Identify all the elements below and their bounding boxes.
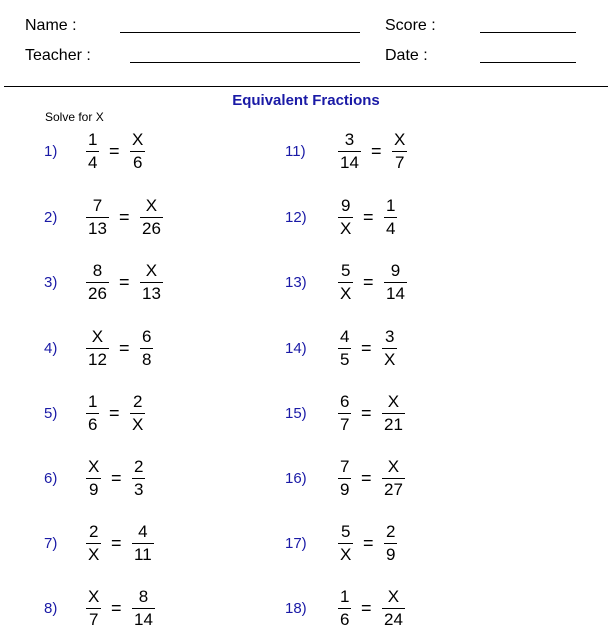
fraction-bar — [130, 151, 145, 152]
right-numerator: 2 — [134, 457, 144, 476]
left-denominator: 26 — [88, 284, 107, 303]
score-label: Score : — [385, 17, 436, 34]
left-fraction — [86, 587, 101, 630]
worksheet-title: Equivalent Fractions — [232, 92, 380, 109]
equals-sign: = — [119, 207, 130, 227]
right-denominator: 9 — [386, 545, 396, 564]
problem-number: 18) — [285, 600, 307, 617]
left-fraction — [338, 261, 353, 304]
problem-number: 13) — [285, 274, 307, 291]
left-numerator: 9 — [340, 196, 351, 215]
problem-item — [285, 327, 445, 373]
problem-item — [285, 196, 445, 242]
right-numerator: 6 — [142, 327, 152, 346]
right-fraction — [384, 261, 407, 304]
fraction-bar — [338, 413, 351, 414]
right-numerator: X — [387, 457, 400, 476]
fraction-bar — [86, 151, 99, 152]
right-fraction — [140, 261, 163, 304]
left-denominator: 9 — [340, 480, 350, 499]
fraction-bar — [338, 543, 353, 544]
left-fraction — [86, 130, 99, 173]
left-fraction — [338, 457, 351, 500]
left-denominator: X — [340, 545, 352, 564]
left-numerator: 8 — [92, 261, 103, 280]
right-fraction — [382, 392, 405, 435]
problem-item — [285, 261, 445, 307]
fraction-bar — [338, 348, 351, 349]
right-denominator: 7 — [394, 153, 405, 172]
right-fraction — [140, 327, 153, 370]
problem-item — [44, 392, 204, 438]
right-fraction — [130, 392, 145, 435]
right-numerator: 1 — [386, 196, 396, 215]
problem-item — [285, 392, 445, 438]
left-fraction — [86, 522, 101, 565]
left-numerator: 3 — [344, 130, 355, 149]
instruction-text: Solve for X — [45, 110, 104, 124]
problem-item — [44, 327, 204, 373]
name-label: Name : — [25, 17, 77, 34]
fraction-bar — [132, 608, 155, 609]
right-denominator: 26 — [142, 219, 161, 238]
problem-item — [285, 587, 445, 633]
left-denominator: X — [340, 284, 352, 303]
equals-sign: = — [363, 207, 374, 227]
left-denominator: 7 — [88, 610, 99, 629]
problem-number: 2) — [44, 209, 58, 226]
right-numerator: X — [145, 196, 158, 215]
left-numerator: 1 — [88, 130, 98, 149]
fraction-bar — [382, 608, 405, 609]
left-numerator: 1 — [340, 587, 350, 606]
right-denominator: 27 — [384, 480, 403, 499]
problem-number: 1) — [44, 143, 58, 160]
fraction-bar — [392, 151, 407, 152]
fraction-bar — [86, 608, 101, 609]
left-numerator: 1 — [88, 392, 98, 411]
fraction-bar — [382, 348, 397, 349]
date-blank-line[interactable] — [480, 62, 576, 63]
left-numerator: X — [91, 327, 104, 346]
equals-sign: = — [119, 338, 130, 358]
left-fraction — [86, 196, 109, 239]
fraction-bar — [382, 478, 405, 479]
equals-sign: = — [109, 141, 120, 161]
right-numerator: X — [132, 130, 144, 149]
fraction-bar — [86, 348, 109, 349]
right-denominator: 24 — [384, 610, 403, 629]
fraction-bar — [86, 478, 101, 479]
problem-item — [44, 130, 204, 176]
left-denominator: 6 — [88, 415, 98, 434]
left-fraction — [338, 130, 361, 173]
left-fraction — [86, 392, 99, 435]
equals-sign: = — [363, 272, 374, 292]
left-fraction — [86, 327, 109, 370]
right-denominator: 21 — [384, 415, 403, 434]
problem-number: 8) — [44, 600, 58, 617]
equals-sign: = — [109, 403, 120, 423]
problem-number: 5) — [44, 405, 58, 422]
equals-sign: = — [361, 403, 372, 423]
left-fraction — [86, 457, 101, 500]
problem-number: 6) — [44, 470, 58, 487]
equals-sign: = — [111, 468, 122, 488]
equals-sign: = — [111, 533, 122, 553]
fraction-bar — [338, 608, 351, 609]
left-numerator: X — [88, 587, 100, 606]
right-fraction — [392, 130, 407, 173]
fraction-bar — [338, 217, 353, 218]
fraction-bar — [86, 282, 109, 283]
fraction-bar — [86, 217, 109, 218]
problem-item — [44, 457, 204, 503]
left-denominator: X — [88, 545, 100, 564]
right-denominator: 13 — [142, 284, 161, 303]
left-numerator: 7 — [340, 457, 350, 476]
fraction-bar — [384, 217, 397, 218]
problem-number: 4) — [44, 340, 58, 357]
right-numerator: 2 — [132, 392, 143, 411]
fraction-bar — [132, 543, 154, 544]
left-denominator: 12 — [88, 350, 107, 369]
right-numerator: X — [394, 130, 406, 149]
problem-item — [44, 261, 204, 307]
problem-item — [285, 130, 445, 176]
right-denominator: 11 — [134, 545, 152, 564]
left-numerator: X — [88, 457, 100, 476]
right-fraction — [132, 522, 154, 565]
left-denominator: 13 — [88, 219, 107, 238]
equals-sign: = — [363, 533, 374, 553]
teacher-blank-line[interactable] — [130, 62, 360, 63]
left-fraction — [338, 327, 351, 370]
right-numerator: X — [387, 392, 400, 411]
left-numerator: 7 — [92, 196, 103, 215]
problem-number: 17) — [285, 535, 307, 552]
right-numerator: 2 — [386, 522, 396, 541]
problem-item — [285, 457, 445, 503]
fraction-bar — [382, 413, 405, 414]
right-fraction — [384, 522, 397, 565]
left-numerator: 5 — [340, 261, 351, 280]
fraction-bar — [86, 413, 99, 414]
problem-item — [44, 587, 204, 633]
right-numerator: 3 — [384, 327, 395, 346]
fraction-bar — [86, 543, 101, 544]
problem-number: 11) — [285, 143, 306, 160]
right-denominator: 14 — [134, 610, 153, 629]
right-fraction — [382, 587, 405, 630]
right-fraction — [130, 130, 145, 173]
right-denominator: X — [384, 350, 396, 369]
score-blank-line[interactable] — [480, 32, 576, 33]
left-denominator: X — [340, 219, 352, 238]
problem-number: 16) — [285, 470, 307, 487]
right-fraction — [140, 196, 163, 239]
fraction-bar — [338, 151, 361, 152]
right-numerator: 9 — [390, 261, 401, 280]
right-numerator: X — [387, 587, 400, 606]
name-blank-line[interactable] — [120, 32, 360, 33]
right-denominator: 14 — [386, 284, 405, 303]
equals-sign: = — [361, 338, 372, 358]
left-denominator: 9 — [88, 480, 99, 499]
teacher-label: Teacher : — [25, 47, 91, 64]
right-numerator: 8 — [138, 587, 149, 606]
problem-number: 12) — [285, 209, 307, 226]
left-denominator: 6 — [340, 610, 350, 629]
date-label: Date : — [385, 47, 428, 64]
fraction-bar — [140, 217, 163, 218]
right-denominator: 6 — [132, 153, 143, 172]
left-fraction — [338, 587, 351, 630]
fraction-bar — [140, 282, 163, 283]
problem-number: 3) — [44, 274, 58, 291]
right-numerator: X — [145, 261, 158, 280]
fraction-bar — [140, 348, 153, 349]
left-fraction — [338, 392, 351, 435]
left-numerator: 6 — [340, 392, 350, 411]
left-denominator: 14 — [340, 153, 359, 172]
problem-number: 15) — [285, 405, 307, 422]
right-fraction — [382, 457, 405, 500]
equals-sign: = — [371, 141, 382, 161]
fraction-bar — [130, 413, 145, 414]
right-fraction — [384, 196, 397, 239]
problem-item — [44, 196, 204, 242]
problem-item — [285, 522, 445, 568]
left-fraction — [338, 196, 353, 239]
fraction-bar — [384, 282, 407, 283]
left-numerator: 5 — [340, 522, 351, 541]
left-denominator: 4 — [88, 153, 98, 172]
left-numerator: 2 — [88, 522, 99, 541]
header-divider — [4, 86, 608, 87]
right-denominator: 3 — [134, 480, 144, 499]
left-fraction — [86, 261, 109, 304]
left-numerator: 4 — [340, 327, 350, 346]
left-fraction — [338, 522, 353, 565]
problem-number: 14) — [285, 340, 307, 357]
right-denominator: 4 — [386, 219, 396, 238]
equals-sign: = — [119, 272, 130, 292]
right-fraction — [132, 587, 155, 630]
equals-sign: = — [111, 598, 122, 618]
right-fraction — [132, 457, 145, 500]
equals-sign: = — [361, 468, 372, 488]
fraction-bar — [338, 478, 351, 479]
left-denominator: 5 — [340, 350, 350, 369]
right-denominator: X — [132, 415, 144, 434]
right-fraction — [382, 327, 397, 370]
problem-item — [44, 522, 204, 568]
right-numerator: 4 — [138, 522, 148, 541]
problem-number: 7) — [44, 535, 58, 552]
left-denominator: 7 — [340, 415, 350, 434]
fraction-bar — [132, 478, 145, 479]
equals-sign: = — [361, 598, 372, 618]
right-denominator: 8 — [142, 350, 152, 369]
fraction-bar — [338, 282, 353, 283]
fraction-bar — [384, 543, 397, 544]
